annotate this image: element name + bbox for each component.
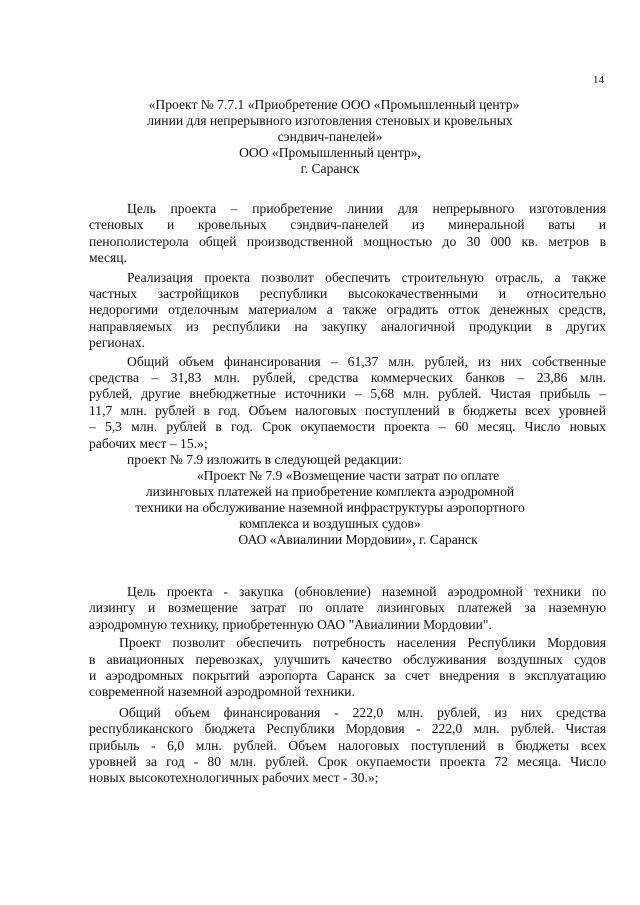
paragraph-line: – 5,3 млн. рублей в год. Срок окупаемости проекта – 60 месяц. Число новых — [89, 419, 606, 435]
project-771-body — [89, 201, 606, 469]
paragraph-line: Цель проекта – приобретение линии для непрерывного изготовления — [127, 201, 606, 216]
paragraph-line: новых высокотехнологичных рабочих мест - 30.»; — [89, 770, 379, 786]
paragraph-line: 11,7 млн. рублей в год. Объем налоговых поступлений в бюджеты всех уровней — [89, 402, 606, 418]
paragraph-line: Цель проекта - закупка (обновление) наземной аэродромной техники по — [127, 584, 606, 599]
paragraph-line: стеновых и кровельных сэндвич-панелей из минеральной ваты и — [89, 217, 606, 233]
paragraph-line: средства – 31,83 млн. рублей, средства коммерческих банков – 23,86 млн. — [89, 370, 606, 386]
paragraph-line: регионах. — [89, 335, 145, 351]
project-771-financing-paragraph — [89, 354, 606, 452]
project-79-financing-paragraph — [89, 705, 606, 787]
paragraph-line: рублей, другие внебюджетные источники – 5,68 млн. рублей. Чистая прибыль – — [89, 386, 606, 402]
project-79-title-line: лизинговых платежей на приобретение комплекта аэродромной — [145, 484, 515, 499]
project-79-title — [60, 468, 600, 548]
paragraph-line: недорогими отделочным материалом а также оградить отток денежных средств, — [89, 302, 606, 318]
paragraph-line: уровней за год - 80 млн. рублей. Срок окупаемости проекта 72 месяца. Число — [89, 754, 606, 770]
paragraph-line: месяц. — [89, 250, 127, 266]
paragraph-line: республиканского бюджета Республики Мордовия - 222,0 млн. рублей. Чистая — [89, 721, 606, 737]
paragraph-line: аэродромную технику, приобретенную ОАО "Авиалинии Мордовии". — [89, 616, 492, 632]
project-771-title-line: линии для непрерывного изготовления стеновых и кровельных — [147, 113, 513, 128]
project-79-title-line: ОАО «Авиалинии Мордовии», г. Саранск — [238, 532, 478, 547]
project-771-goal-paragraph — [89, 201, 606, 267]
paragraph-line: направляемых из республики на закупку аналогичной продукции в других — [89, 318, 606, 334]
project-771-title-line: «Проект № 7.7.1 «Приобретение ООО «Промышленный центр» — [148, 97, 520, 112]
project-79-goal-paragraph — [89, 584, 606, 633]
project-79-title-line: техники на обслуживание наземной инфраструктуры аэропортного — [135, 500, 525, 515]
amendment-instruction: проект № 7.9 изложить в следующей редакции: — [127, 452, 403, 468]
paragraph-line: рабочих мест – 15.»; — [89, 435, 208, 451]
paragraph-line: лизингу и возмещение затрат по оплате лизинговых платежей за наземную — [89, 600, 606, 616]
project-79-benefit-paragraph — [89, 635, 606, 701]
paragraph-line: в авиационных перевозках, улучшить качество обслуживания воздушных судов — [89, 651, 606, 667]
paragraph-line: современной наземной аэродромной техники. — [89, 684, 355, 700]
project-771-title-line: г. Саранск — [300, 161, 360, 176]
project-771-title-line: ООО «Промышленный центр», — [239, 145, 421, 160]
paragraph-line: и аэродромных покрытий аэропорта Саранск за счет внедрения в эксплуатацию — [89, 668, 606, 684]
paragraph-line: Реализация проекта позволит обеспечить строительную отрасль, а также — [127, 269, 606, 285]
paragraph-line: Общий объем финансирования – 61,37 млн. рублей, из них собственные — [127, 353, 606, 369]
project-771-title-line: сэндвич-панелей» — [277, 129, 383, 144]
project-79-body — [89, 584, 606, 787]
project-79-title-line: «Проект № 7.9 «Возмещение части затрат по оплате — [196, 468, 500, 483]
project-771-implementation-paragraph — [89, 270, 606, 352]
paragraph-line: прибыль - 6,0 млн. рублей. Объем налоговых поступлений в бюджеты всех — [89, 737, 606, 753]
paragraph-line: пенополистерола общей производственной мощностью до 30 000 кв. метров в — [89, 233, 606, 249]
page-number: 14 — [593, 74, 604, 86]
paragraph-line: Проект позволит обеспечить потребность населения Республики Мордовия — [119, 635, 606, 651]
project-79-title-line: комплекса и воздушных судов» — [239, 516, 421, 531]
project-771-title — [60, 97, 600, 177]
paragraph-line: Общий объем финансирования - 222,0 млн. рублей, из них средства — [119, 704, 606, 720]
paragraph-line: частных застройщиков республики высококачественными и относительно — [89, 286, 606, 302]
